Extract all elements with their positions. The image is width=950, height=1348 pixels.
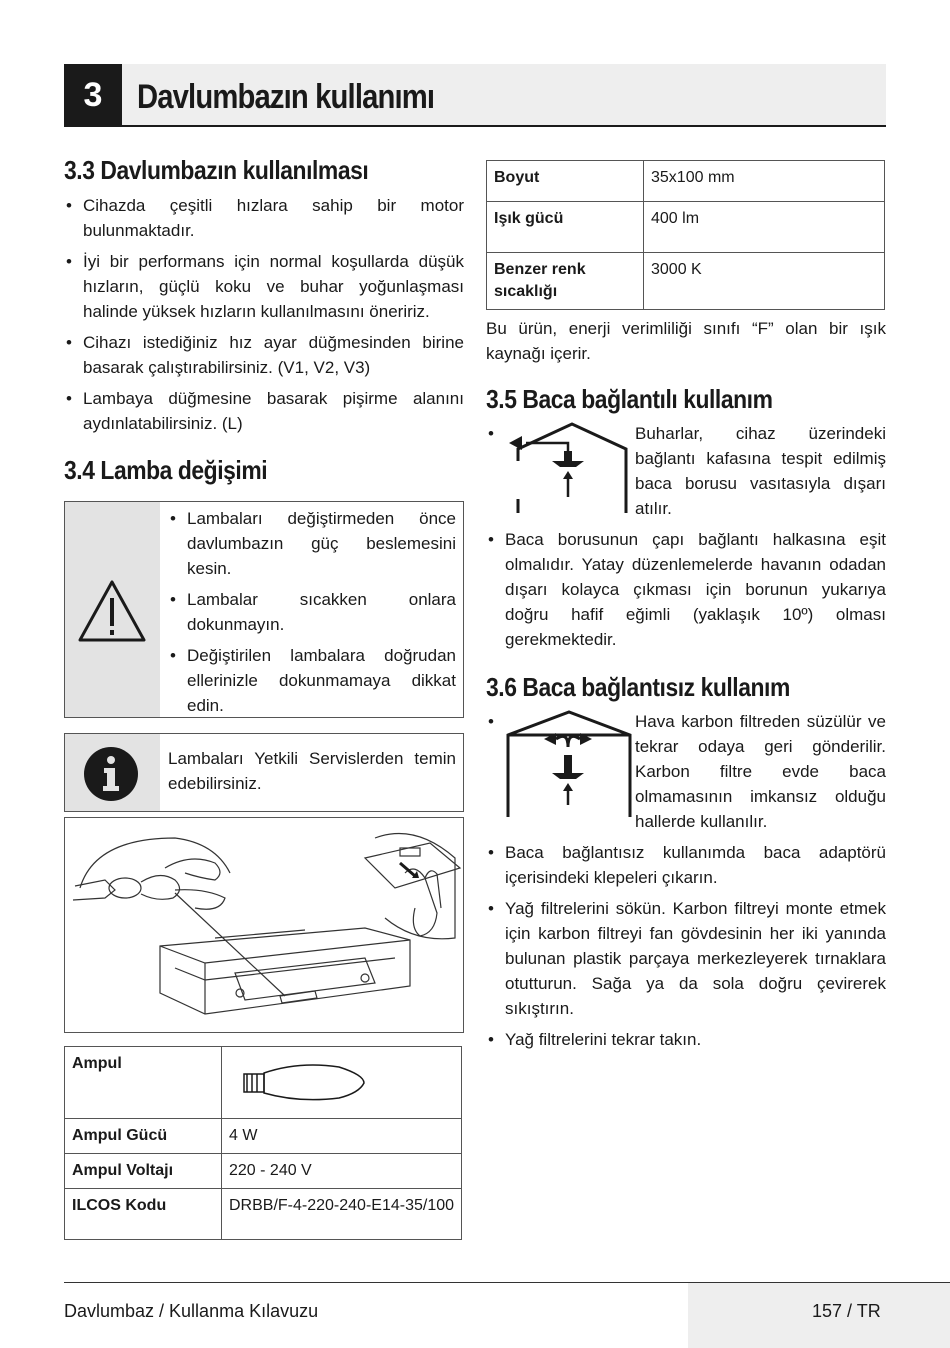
table-value: 3000 K bbox=[644, 253, 885, 310]
recirculation-icon bbox=[504, 709, 634, 819]
chapter-number: 3 bbox=[64, 64, 122, 126]
section-3-6-title: 3.6 Baca bağlantısız kullanım bbox=[486, 672, 790, 702]
section-3-3-body bbox=[64, 193, 464, 442]
section-3-5-icon-item bbox=[486, 421, 886, 526]
bullet: • bbox=[488, 424, 494, 443]
table-key: Işık gücü bbox=[487, 202, 644, 253]
info-text: Lambaları Yetkili Servislerden temin edebilirsiniz. bbox=[168, 749, 456, 793]
light-spec-table bbox=[486, 160, 885, 310]
list-item: • Değiştirilen lambalara doğrudan ellerinizle dokunmamaya dikkat edin. bbox=[168, 643, 456, 718]
table-key: ILCOS Kodu bbox=[65, 1189, 222, 1240]
warning-icon bbox=[65, 502, 160, 717]
table-value: DRBB/F-4-220-240-E14-35/100 bbox=[222, 1189, 462, 1240]
table-row bbox=[65, 1119, 462, 1154]
table-value bbox=[222, 1047, 462, 1119]
header-rule bbox=[64, 125, 886, 127]
table-row bbox=[65, 1047, 462, 1119]
table-value: 4 W bbox=[222, 1119, 462, 1154]
table-key: Benzer renk sıcaklığı bbox=[487, 253, 644, 310]
table-row bbox=[487, 253, 885, 310]
table-value: 35x100 mm bbox=[644, 161, 885, 202]
section-3-4-title: 3.4 Lamba değişimi bbox=[64, 455, 268, 485]
info-icon bbox=[65, 734, 160, 811]
list-item: • Lambalar sıcakken onlara dokunmayın. bbox=[168, 587, 456, 637]
table-key: Ampul bbox=[65, 1047, 222, 1119]
section-3-3-title: 3.3 Davlumbazın kullanılması bbox=[64, 155, 369, 185]
warning-icon-panel bbox=[65, 502, 160, 717]
lamp-replacement-illustration bbox=[64, 817, 464, 1033]
bullet: • bbox=[488, 712, 494, 731]
list-item: • Lambaları değiştirmeden önce davlumbazın güç beslemesini kesin. bbox=[168, 506, 456, 581]
list-item: • Baca bağlantısız kullanımda baca adaptörü içerisindeki klepeleri çıkarın. bbox=[486, 840, 886, 890]
table-value: 400 lm bbox=[644, 202, 885, 253]
info-icon-panel bbox=[65, 734, 160, 811]
warning-box bbox=[64, 501, 464, 718]
list-item: • Yağ filtrelerini sökün. Karbon filtreyi monte etmek için karbon filtreyi fan gövdesinin her iki yanında bulunan plastik parçaya merkezleyerek tırnaklara otutturun. Sağa ya da sola doğru çevirerek sıkıştırın. bbox=[486, 896, 886, 1021]
table-row bbox=[487, 202, 885, 253]
table-key: Boyut bbox=[487, 161, 644, 202]
bulb-icon bbox=[229, 1053, 369, 1105]
hood-lamp-drawing bbox=[65, 818, 463, 1032]
list-item: • Baca borusunun çapı bağlantı halkasına eşit olmalıdır. Yatay düzenlemelerde havanın odadan dışarı kolayca çıkması için borunun yukarıya doğru hafif eğimli (yaklaşık 10º) olması gerekmektedir. bbox=[486, 527, 886, 652]
list-item: • Cihazda çeşitli hızlara sahip bir motor bulunmaktadır. bbox=[64, 193, 464, 243]
section-3-6-icon-text: Hava karbon filtreden süzülür ve tekrar odaya geri gönderilir. Karbon filtre evde baca olmamasının imkansız olduğu hallerde kullanılır. bbox=[635, 712, 886, 831]
table-key: Ampul Gücü bbox=[65, 1119, 222, 1154]
info-box bbox=[64, 733, 464, 812]
list-item: • Cihazı istediğiniz hız ayar düğmesinden birine basarak çalıştırabilirsiniz. (V1, V2, V3) bbox=[64, 330, 464, 380]
chapter-title: Davlumbazın kullanımı bbox=[137, 78, 435, 116]
table-row bbox=[65, 1154, 462, 1189]
section-3-5-title: 3.5 Baca bağlantılı kullanım bbox=[486, 384, 773, 414]
ducted-exhaust-icon bbox=[504, 421, 634, 516]
page-number: 157 / TR bbox=[812, 1301, 881, 1321]
table-key: Ampul Voltajı bbox=[65, 1154, 222, 1189]
list-item: • Yağ filtrelerini tekrar takın. bbox=[486, 1027, 886, 1052]
section-3-5-icon-text: Buharlar, cihaz üzerindeki bağlantı kafasına tespit edilmiş baca borusu vasıtasıyla dışarı atılır. bbox=[635, 424, 886, 518]
list-item: • İyi bir performans için normal koşullarda düşük hızların, güçlü koku ve buhar yoğunlaşması halinde yüksek hızların kullanılmasını öneririz. bbox=[64, 249, 464, 324]
energy-note: Bu ürün, enerji verimliliği sınıfı “F” olan bir ışık kaynağı içerir. bbox=[486, 319, 886, 363]
list-item: • Lambaya düğmesine basarak pişirme alanını aydınlatabilirsiniz. (L) bbox=[64, 386, 464, 436]
table-value: 220 - 240 V bbox=[222, 1154, 462, 1189]
table-row bbox=[487, 161, 885, 202]
bulb-spec-table bbox=[64, 1046, 462, 1240]
section-3-6-icon-item bbox=[486, 709, 886, 837]
table-row bbox=[65, 1189, 462, 1240]
footer-rule bbox=[64, 1282, 950, 1283]
footer-title: Davlumbaz / Kullanma Kılavuzu bbox=[64, 1301, 319, 1321]
